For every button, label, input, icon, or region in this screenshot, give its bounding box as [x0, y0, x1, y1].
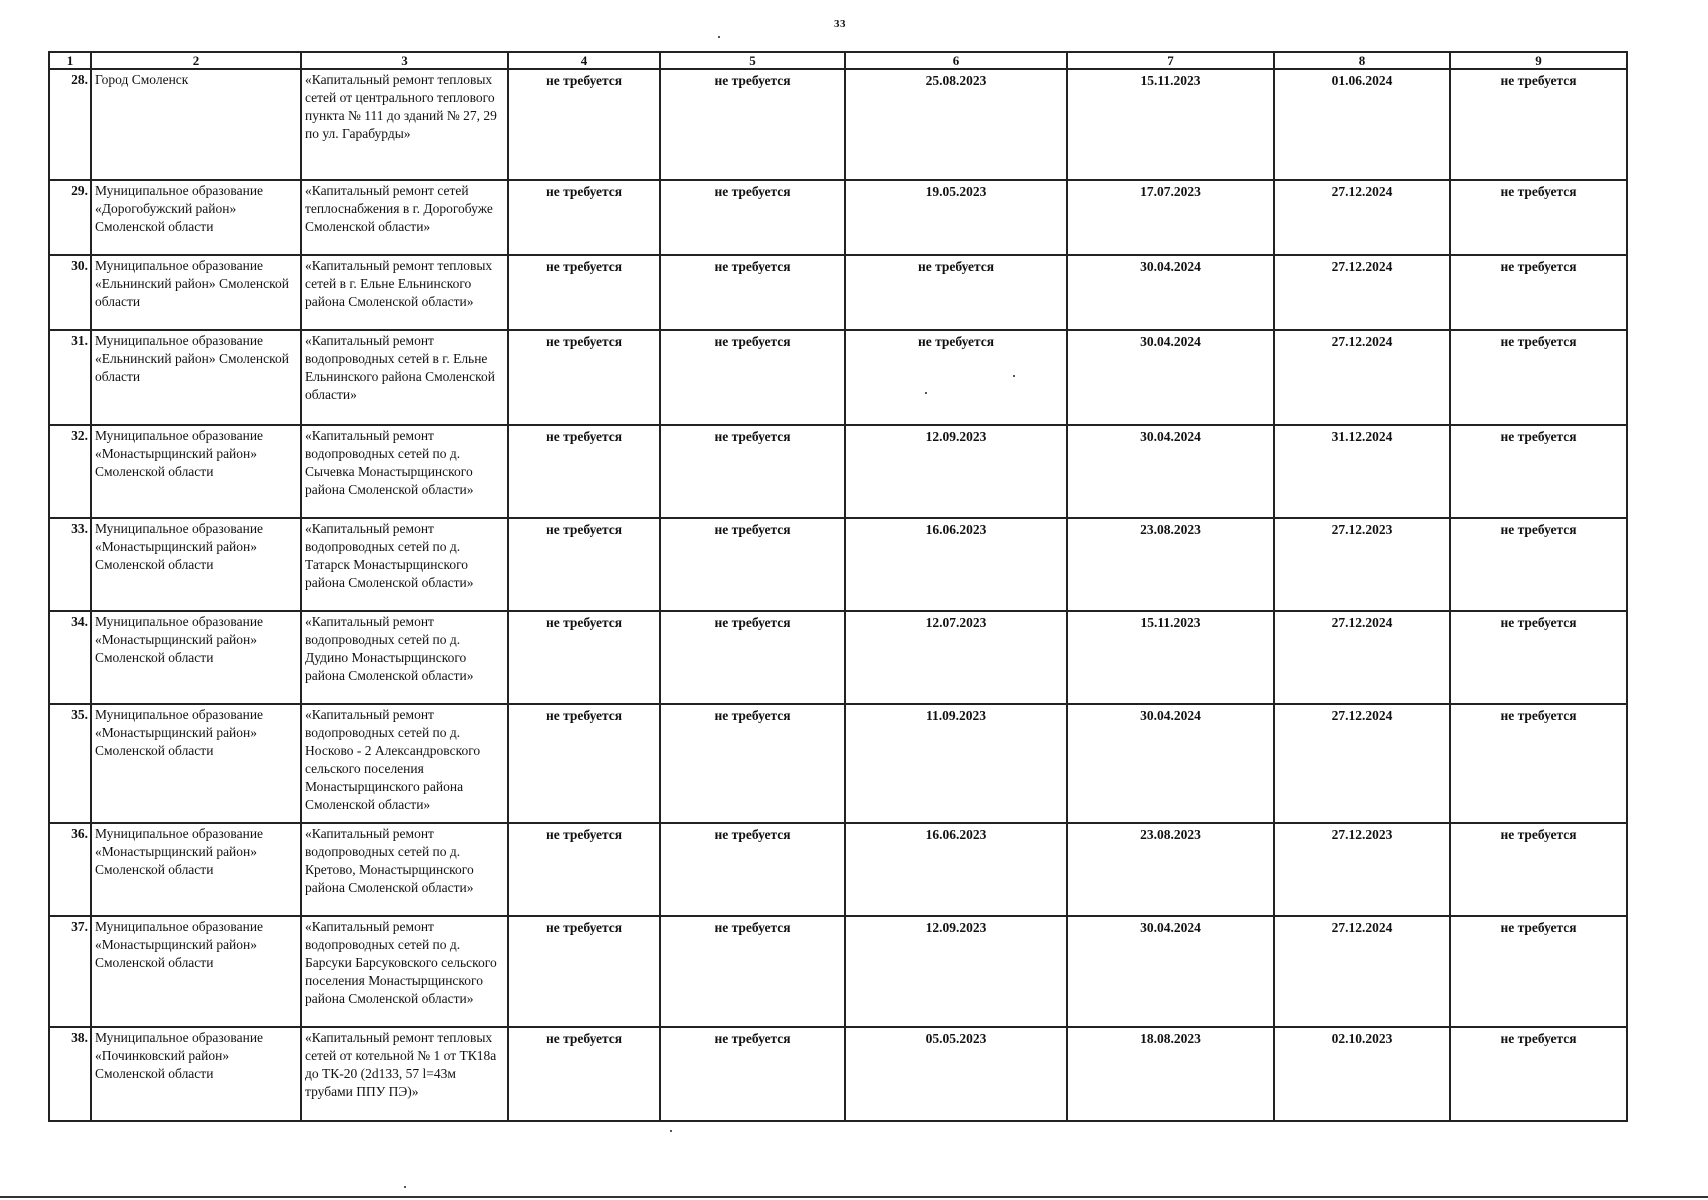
col5-cell: не требуется — [660, 704, 845, 823]
col7-cell: 30.04.2024 — [1067, 916, 1274, 1027]
row-number: 34. — [49, 611, 91, 704]
col4-cell: не требуется — [508, 180, 660, 255]
municipality-cell: Муниципальное образование «Монастырщинский район» Смоленской области — [91, 518, 301, 611]
object-cell: «Капитальный ремонт водопроводных сетей в г. Ельне Ельнинского района Смоленской области» — [301, 330, 508, 425]
scan-speck — [1013, 375, 1015, 377]
col4-cell: не требуется — [508, 518, 660, 611]
municipality-cell: Муниципальное образование «Монастырщинский район» Смоленской области — [91, 704, 301, 823]
row-number: 37. — [49, 916, 91, 1027]
col4-cell: не требуется — [508, 823, 660, 916]
row-number: 31. — [49, 330, 91, 425]
col6-cell: 12.09.2023 — [845, 425, 1067, 518]
object-cell: «Капитальный ремонт водопроводных сетей по д. Татарск Монастырщинского района Смоленской области» — [301, 518, 508, 611]
row-number: 33. — [49, 518, 91, 611]
row-number: 32. — [49, 425, 91, 518]
object-cell: «Капитальный ремонт водопроводных сетей по д. Дудино Монастырщинского района Смоленской области» — [301, 611, 508, 704]
schedule-table — [48, 51, 1628, 1122]
col4-cell: не требуется — [508, 330, 660, 425]
col8-cell: 27.12.2023 — [1274, 823, 1450, 916]
col4-cell: не требуется — [508, 1027, 660, 1121]
col9-cell: не требуется — [1450, 180, 1627, 255]
col6-cell: 19.05.2023 — [845, 180, 1067, 255]
col6-cell: не требуется — [845, 255, 1067, 330]
col5-cell: не требуется — [660, 916, 845, 1027]
object-cell: «Капитальный ремонт водопроводных сетей по д. Барсуки Барсуковского сельского поселения Монастырщинского района Смоленской области» — [301, 916, 508, 1027]
row-number: 30. — [49, 255, 91, 330]
scan-speck — [925, 392, 927, 394]
table-row — [49, 425, 1627, 518]
row-number: 36. — [49, 823, 91, 916]
col9-cell: не требуется — [1450, 425, 1627, 518]
scan-speck — [404, 1186, 406, 1188]
col4-cell: не требуется — [508, 916, 660, 1027]
object-cell: «Капитальный ремонт сетей теплоснабжения в г. Дорогобуже Смоленской области» — [301, 180, 508, 255]
object-cell: «Капитальный ремонт тепловых сетей от центрального теплового пункта № 111 до зданий № 27, 29 по ул. Гарабурды» — [301, 69, 508, 180]
col6-cell: 12.09.2023 — [845, 916, 1067, 1027]
row-number: 38. — [49, 1027, 91, 1121]
row-number: 35. — [49, 704, 91, 823]
col9-cell: не требуется — [1450, 1027, 1627, 1121]
col8-cell: 27.12.2024 — [1274, 916, 1450, 1027]
page-edge-rule — [0, 1196, 1708, 1198]
municipality-cell: Муниципальное образование «Дорогобужский район» Смоленской области — [91, 180, 301, 255]
col4-cell: не требуется — [508, 611, 660, 704]
municipality-cell: Муниципальное образование «Монастырщинский район» Смоленской области — [91, 611, 301, 704]
column-header: 4 — [508, 52, 660, 69]
col4-cell: не требуется — [508, 255, 660, 330]
col8-cell: 31.12.2024 — [1274, 425, 1450, 518]
object-cell: «Капитальный ремонт водопроводных сетей по д. Кретово, Монастырщинского района Смоленской области» — [301, 823, 508, 916]
header-row — [49, 52, 1627, 69]
col5-cell: не требуется — [660, 425, 845, 518]
row-number: 29. — [49, 180, 91, 255]
col7-cell: 15.11.2023 — [1067, 69, 1274, 180]
column-header: 5 — [660, 52, 845, 69]
col9-cell: не требуется — [1450, 916, 1627, 1027]
col7-cell: 15.11.2023 — [1067, 611, 1274, 704]
col7-cell: 30.04.2024 — [1067, 704, 1274, 823]
col7-cell: 30.04.2024 — [1067, 255, 1274, 330]
column-header: 1 — [49, 52, 91, 69]
municipality-cell: Город Смоленск — [91, 69, 301, 180]
col9-cell: не требуется — [1450, 255, 1627, 330]
object-cell: «Капитальный ремонт водопроводных сетей по д. Сычевка Монастырщинского района Смоленской области» — [301, 425, 508, 518]
scan-speck — [670, 1130, 672, 1132]
table-row — [49, 330, 1627, 425]
table-row — [49, 518, 1627, 611]
table-row — [49, 1027, 1627, 1121]
col8-cell: 27.12.2024 — [1274, 611, 1450, 704]
col8-cell: 27.12.2024 — [1274, 180, 1450, 255]
col6-cell: 11.09.2023 — [845, 704, 1067, 823]
page-number: 33 — [834, 18, 846, 30]
column-header: 2 — [91, 52, 301, 69]
col9-cell: не требуется — [1450, 69, 1627, 180]
table-row — [49, 255, 1627, 330]
col5-cell: не требуется — [660, 1027, 845, 1121]
col4-cell: не требуется — [508, 425, 660, 518]
col5-cell: не требуется — [660, 518, 845, 611]
municipality-cell: Муниципальное образование «Монастырщинский район» Смоленской области — [91, 823, 301, 916]
col7-cell: 30.04.2024 — [1067, 330, 1274, 425]
col6-cell: 16.06.2023 — [845, 823, 1067, 916]
table-row — [49, 611, 1627, 704]
table-body — [49, 69, 1627, 1121]
col4-cell: не требуется — [508, 704, 660, 823]
col5-cell: не требуется — [660, 611, 845, 704]
col9-cell: не требуется — [1450, 704, 1627, 823]
object-cell: «Капитальный ремонт тепловых сетей в г. Ельне Ельнинского района Смоленской области» — [301, 255, 508, 330]
col6-cell: 05.05.2023 — [845, 1027, 1067, 1121]
col8-cell: 27.12.2024 — [1274, 704, 1450, 823]
column-header: 6 — [845, 52, 1067, 69]
col5-cell: не требуется — [660, 823, 845, 916]
municipality-cell: Муниципальное образование «Ельнинский район» Смоленской области — [91, 330, 301, 425]
municipality-cell: Муниципальное образование «Монастырщинский район» Смоленской области — [91, 916, 301, 1027]
table-row — [49, 704, 1627, 823]
scan-speck — [718, 36, 720, 38]
col5-cell: не требуется — [660, 330, 845, 425]
col6-cell: 25.08.2023 — [845, 69, 1067, 180]
column-header: 7 — [1067, 52, 1274, 69]
col8-cell: 27.12.2023 — [1274, 518, 1450, 611]
col7-cell: 23.08.2023 — [1067, 823, 1274, 916]
col7-cell: 18.08.2023 — [1067, 1027, 1274, 1121]
col8-cell: 01.06.2024 — [1274, 69, 1450, 180]
municipality-cell: Муниципальное образование «Починковский район» Смоленской области — [91, 1027, 301, 1121]
col9-cell: не требуется — [1450, 823, 1627, 916]
col5-cell: не требуется — [660, 255, 845, 330]
col4-cell: не требуется — [508, 69, 660, 180]
table-row — [49, 180, 1627, 255]
column-header: 9 — [1450, 52, 1627, 69]
col9-cell: не требуется — [1450, 330, 1627, 425]
col7-cell: 23.08.2023 — [1067, 518, 1274, 611]
object-cell: «Капитальный ремонт водопроводных сетей по д. Носково - 2 Александровского сельского поселения Монастырщинского района Смоленской области» — [301, 704, 508, 823]
col6-cell: не требуется — [845, 330, 1067, 425]
col5-cell: не требуется — [660, 69, 845, 180]
col7-cell: 17.07.2023 — [1067, 180, 1274, 255]
municipality-cell: Муниципальное образование «Ельнинский район» Смоленской области — [91, 255, 301, 330]
municipality-cell: Муниципальное образование «Монастырщинский район» Смоленской области — [91, 425, 301, 518]
col8-cell: 27.12.2024 — [1274, 255, 1450, 330]
col9-cell: не требуется — [1450, 611, 1627, 704]
object-cell: «Капитальный ремонт тепловых сетей от котельной № 1 от ТК18а до ТК-20 (2d133, 57 l=43м трубами ППУ ПЭ)» — [301, 1027, 508, 1121]
row-number: 28. — [49, 69, 91, 180]
column-header: 3 — [301, 52, 508, 69]
col9-cell: не требуется — [1450, 518, 1627, 611]
col6-cell: 16.06.2023 — [845, 518, 1067, 611]
table-row — [49, 823, 1627, 916]
col8-cell: 27.12.2024 — [1274, 330, 1450, 425]
column-header: 8 — [1274, 52, 1450, 69]
col6-cell: 12.07.2023 — [845, 611, 1067, 704]
col5-cell: не требуется — [660, 180, 845, 255]
col8-cell: 02.10.2023 — [1274, 1027, 1450, 1121]
table-row — [49, 916, 1627, 1027]
table-row — [49, 69, 1627, 180]
col7-cell: 30.04.2024 — [1067, 425, 1274, 518]
